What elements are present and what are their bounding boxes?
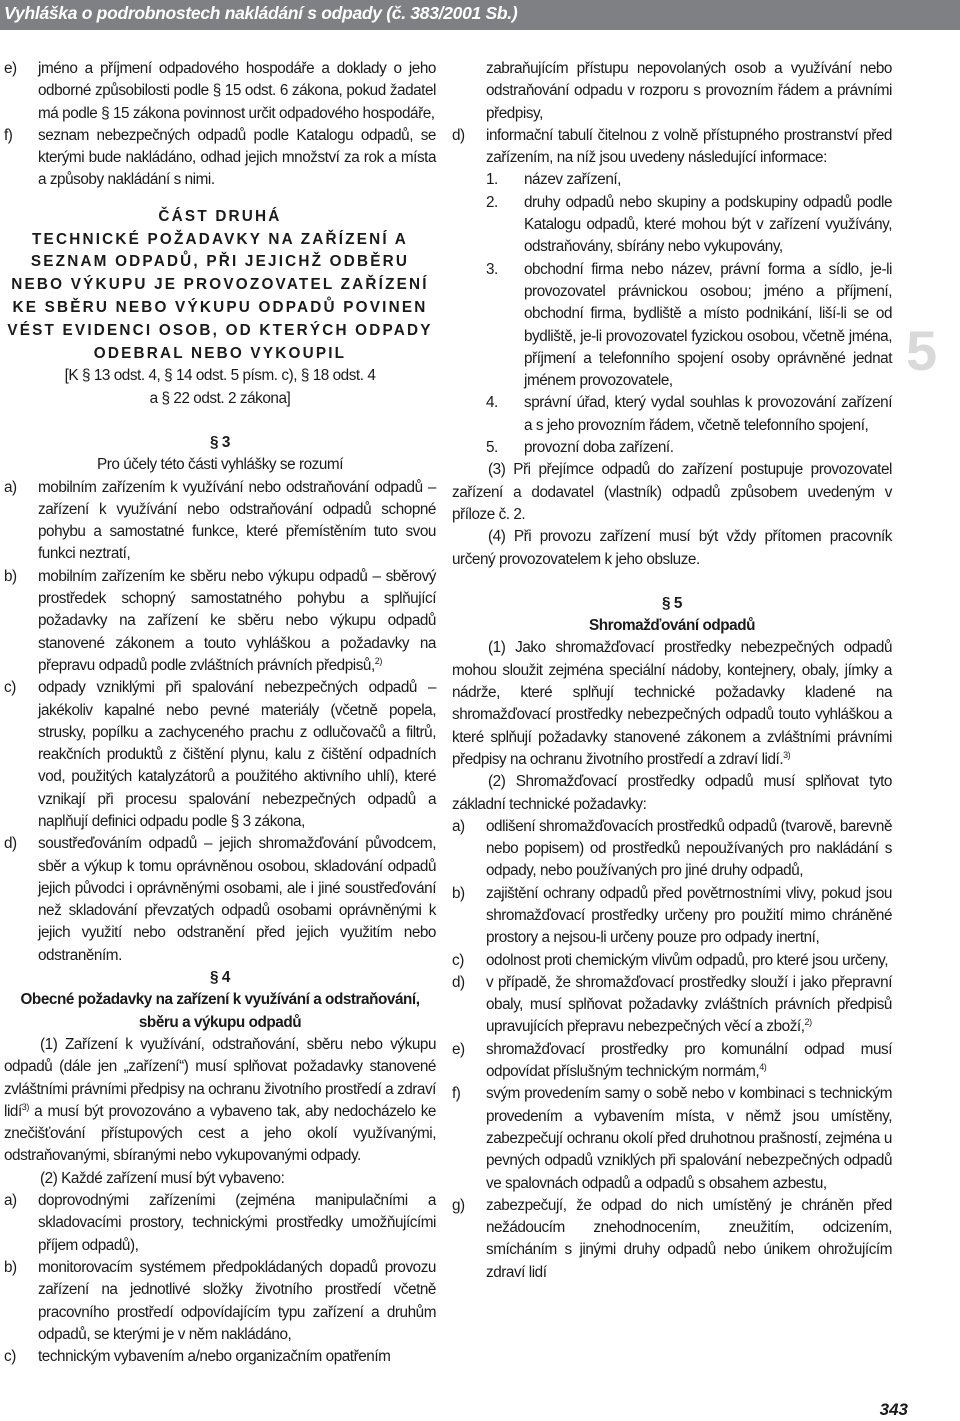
chapter-tab-number: 5 (906, 319, 938, 382)
list-item (4, 477, 436, 566)
section-4-paragraph-2: (2) Každé zařízení musí být vybaveno: (40, 1169, 285, 1187)
list-item (452, 1083, 892, 1194)
footnote-ref: 2) (804, 1017, 812, 1028)
item-text: zabezpečují, že odpad do nich umístěný je chráněn před nežádoucím znehodnocením, zneužitím, odcizením, smícháním s jinými druhy odpadů nebo únikem ohrožujícím zdraví lidí (486, 1196, 892, 1281)
item-label: e) (4, 60, 17, 77)
item-text: shromažďovací prostředky pro komunální odpad musí odpovídat příslušným technickým normám, (486, 1040, 892, 1081)
list-item-f (4, 125, 436, 192)
item-text: monitorovacím systémem předpokládaných dopadů provozu zařízení na jednotlivé složky životního prostředí včetně pracovního prostředí odpovídajícím typu zařízení a druhům odpadů, se kterými je v něm nakládáno, (38, 1258, 436, 1343)
part-reference-1: [K § 13 odst. 4, § 14 odst. 5 písm. c), § 18 odst. 4 (64, 367, 376, 385)
list-item (452, 950, 892, 972)
item-label: c) (4, 1348, 16, 1366)
item-label: c) (452, 951, 464, 969)
item-number: 4. (486, 394, 498, 412)
item-label: b) (452, 884, 465, 902)
section-3-number: § 3 (210, 433, 230, 451)
item-text: odpady vzniklými při spalování nebezpečných odpadů – jakékoliv kapalné nebo pevné materiály (včetně popela, strusky, popílku a zachyceného prachu z odlučovačů a filtrů, reakčních produktů z čištění plynu, kalu z čištění odpadních vod, použitých katalyzátorů a použitého aktivního uhlí), které vznikají při procesu spalování nebezpečných odpadů a naplňují definici odpadu podle § 3 zákona, (38, 679, 436, 830)
item-label: f) (452, 1085, 461, 1103)
item-number: 3. (486, 260, 498, 278)
item-text: jméno a příjmení odpadového hospodáře a doklady o jeho odborné způsobilosti podle § 15 odst. 6 zákona, pokud žadatel má podle § 15 zákona povinnost určit odpadového hospodáře, (38, 60, 436, 122)
section-4-paragraph-3: (3) Při přejímce odpadů do zařízení postupuje provozovatel zařízení a dodavatel (vlastník) odpadů způsobem uvedeným v příloze č. 2. (452, 461, 892, 523)
list-item (4, 677, 436, 833)
numbered-item (452, 259, 892, 393)
list-item (4, 1346, 436, 1368)
numbered-item (452, 437, 892, 459)
item-text: svým provedením samy o sobě nebo v kombinaci s technickým provedením a vybavením místa, v němž jsou umístěny, zabezpečují ochranu okolí před druhotnou prašností, zejména u pevných odpadů vzniklých při spalování nebezpečných odpadů ve spalovnách odpadů a odpadů s obsahem azbestu, (486, 1085, 892, 1192)
item-label: e) (452, 1040, 465, 1058)
list-item (4, 1190, 436, 1257)
item-text: informační tabulí čitelnou z volně přístupného prostranství před zařízením, na níž jsou uvedeny následující informace: (486, 126, 892, 167)
list-item (452, 972, 892, 1039)
item-text: název zařízení, (524, 171, 621, 189)
item-label: b) (4, 567, 17, 585)
list-item (4, 833, 436, 967)
list-item (452, 816, 892, 883)
item-text: zajištění ochrany odpadů před povětrnostními vlivy, pokud jsou shromažďovací prostředky určeny pro použití mimo chráněné prostory a nejsou-li určeny pouze pro odpady inertní, (486, 884, 892, 947)
item-label: c) (4, 679, 16, 697)
page-header-title: Vyhláška o podrobnostech nakládání s odpady (č. 383/2001 Sb.) (4, 3, 518, 23)
item-label: f) (4, 126, 13, 144)
right-column (452, 58, 892, 1284)
section-5-number: § 5 (662, 594, 682, 612)
footnote-ref: 3) (21, 1101, 29, 1112)
item-text: obchodní firma nebo název, právní forma a sídlo, je-li provozovatel právnickou osobou; jméno a příjmení, obchodní firma, bydliště a místo podnikání, liší-li se od bydliště, je-li provozovatel fyzickou osobou, včetně jména, příjmení a telefonního spojení osoby oprávněné jednat jménem provozovatele, (524, 260, 892, 390)
item-label: d) (4, 835, 17, 853)
numbered-item (452, 169, 892, 191)
footnote-ref: 4) (759, 1061, 767, 1072)
section-5-paragraph-2: (2) Shromažďovací prostředky odpadů musí splňovat tyto základní technické požadavky: (452, 773, 892, 813)
item-text-wrap (486, 1039, 892, 1084)
section-4-paragraph-4: (4) Při provozu zařízení musí být vždy přítomen pracovník určený provozovatelem k jeho obsluze. (452, 528, 892, 568)
item-text: doprovodnými zařízeními (zejména manipulačními a skladovacími prostory, technickými prostředky umožňujícími příjem odpadů), (38, 1192, 436, 1254)
paragraph-text: a musí být provozováno a vybaveno tak, aby nedocházelo ke znečišťování přístupových cest a jeho okolí využívanými, odstraňovanými, sbíranými nebo vykupovanými odpady. (4, 1102, 436, 1165)
item-number: 5. (486, 439, 498, 457)
item-text: seznam nebezpečných odpadů podle Katalogu odpadů, se kterými bude nakládáno, odhad jejich množství za rok a místa a způsoby nakládání s nimi. (38, 126, 436, 189)
item-text: provozní doba zařízení. (524, 439, 674, 457)
numbered-item (452, 392, 892, 437)
left-column (4, 58, 436, 1368)
continued-text: zabraňujícím přístupu nepovolaných osob a využívání nebo odstraňování odpadu v rozporu s provozním řádem a právními předpisy, (486, 60, 892, 122)
list-item (452, 1039, 892, 1084)
item-text: správní úřad, který vydal souhlas k provozování zařízení a s jeho provozním řádem, včetně telefonního spojení, (524, 394, 892, 434)
page-number: 343 (879, 1400, 908, 1419)
item-text: technickým vybavením a/nebo organizačním opatřením (38, 1348, 391, 1366)
item-label: d) (452, 973, 465, 991)
paragraph-text: (1) Zařízení k využívání, odstraňování, sběru nebo výkupu odpadů (dále jen „zařízení“) musí splňovat požadavky stanovené zvláštními právními předpisy na ochranu životního prostředí a zdraví lidí (4, 1035, 436, 1120)
numbered-item (452, 192, 892, 259)
item-label: d) (452, 126, 465, 144)
item-text: v případě, že shromažďovací prostředky slouží i jako přepravní obaly, musí splňovat požadavky zvláštních právních předpisů upravujících přepravu nebezpečných věcí a zboží, (486, 973, 892, 1036)
item-text-wrap (38, 566, 436, 677)
item-label: a) (452, 817, 465, 835)
item-label: b) (4, 1258, 17, 1276)
footnote-ref: 3) (783, 749, 791, 760)
footnote-ref: 2) (374, 655, 382, 666)
item-text: soustřeďováním odpadů – jejich shromažďování původcem, sběr a výkup k tomu oprávněnou osobou, skladování odpadů jejich původci i oprávněnými osobami, ale i jiné soustřeďování než skladování převzatých odpadů osobami oprávněnými k jejich využití nebo odstranění před jejich využitím nebo odstraněním. (38, 835, 436, 964)
section-4-paragraph-1 (4, 1034, 436, 1168)
list-item (4, 1257, 436, 1346)
section-3-intro: Pro účely této části vyhlášky se rozumí (97, 456, 343, 474)
item-text-wrap (486, 972, 892, 1039)
item-text: mobilním zařízením ke sběru nebo výkupu odpadů – sběrový prostředek schopný samostatného pohybu a splňující požadavky na zařízení ke sběru nebo výkupu odpadů stanovené zákonem a touto vyhláškou a požadavky na přepravu odpadů podle zvláštních právních předpisů, (38, 567, 436, 674)
part-reference-2: a § 22 odst. 2 zákona] (149, 389, 291, 407)
list-item-d (452, 125, 892, 170)
item-text: odolnost proti chemickým vlivům odpadů, pro které jsou určeny, (486, 951, 889, 969)
part-heading: ČÁST DRUHÁ (158, 207, 282, 225)
list-item-e (4, 58, 436, 125)
item-text: odlišení shromažďovacích prostředků odpadů (tvarově, barevně nebo popisem) od prostředků nepoužívaných pro nakládání s odpady, nebo používaných pro jiné druhy odpadů, (486, 817, 892, 880)
item-label: a) (4, 478, 17, 496)
item-text: druhy odpadů nebo skupiny a podskupiny odpadů podle Katalogu odpadů, které mohou být v zařízení využívány, odstraňovány, sbírány nebo vykupovány, (524, 193, 892, 256)
section-4-title: Obecné požadavky na zařízení k využívání a odstraňování, sběru a výkupu odpadů (20, 991, 420, 1031)
section-5-paragraph-1 (452, 637, 892, 771)
item-number: 1. (486, 171, 498, 189)
section-5-title: Shromažďování odpadů (588, 617, 756, 635)
section-4-number: § 4 (210, 969, 230, 987)
item-label: a) (4, 1192, 17, 1210)
item-text: mobilním zařízením k využívání nebo odstraňování odpadů – zařízení k využívání nebo odstraňování odpadů schopné pohybu a samostatné funkce, které přemístěním tuto svou funkci neztratí, (38, 478, 436, 563)
part-title: TECHNICKÉ POŽADAVKY NA ZAŘÍZENÍ A SEZNAM ODPADŮ, PŘI JEJICHŽ ODBĚRU NEBO VÝKUPU JE PROVOZOVATEL ZAŘÍZENÍ KE SBĚRU NEBO VÝKUPU ODPADŮ POVINEN VÉST EVIDENCI OSOB, OD KTERÝCH ODPADY ODEBRAL NEBO VYKOUPIL (7, 230, 433, 362)
page-header (0, 0, 960, 30)
list-item (4, 566, 436, 677)
item-number: 2. (486, 193, 498, 211)
paragraph-text: (1) Jako shromažďovací prostředky nebezpečných odpadů mohou sloužit zejména speciální nádoby, kontejnery, obaly, jímky a nádrže, které splňují technické požadavky kladené na shromažďovací prostředky nebezpečných odpadů touto vyhláškou a které splňují požadavky stanovené zákonem a zvláštními právními předpisy na ochranu životního prostředí a zdraví lidí. (452, 639, 892, 768)
item-label: g) (452, 1196, 465, 1214)
list-item (452, 883, 892, 950)
list-item (452, 1195, 892, 1284)
